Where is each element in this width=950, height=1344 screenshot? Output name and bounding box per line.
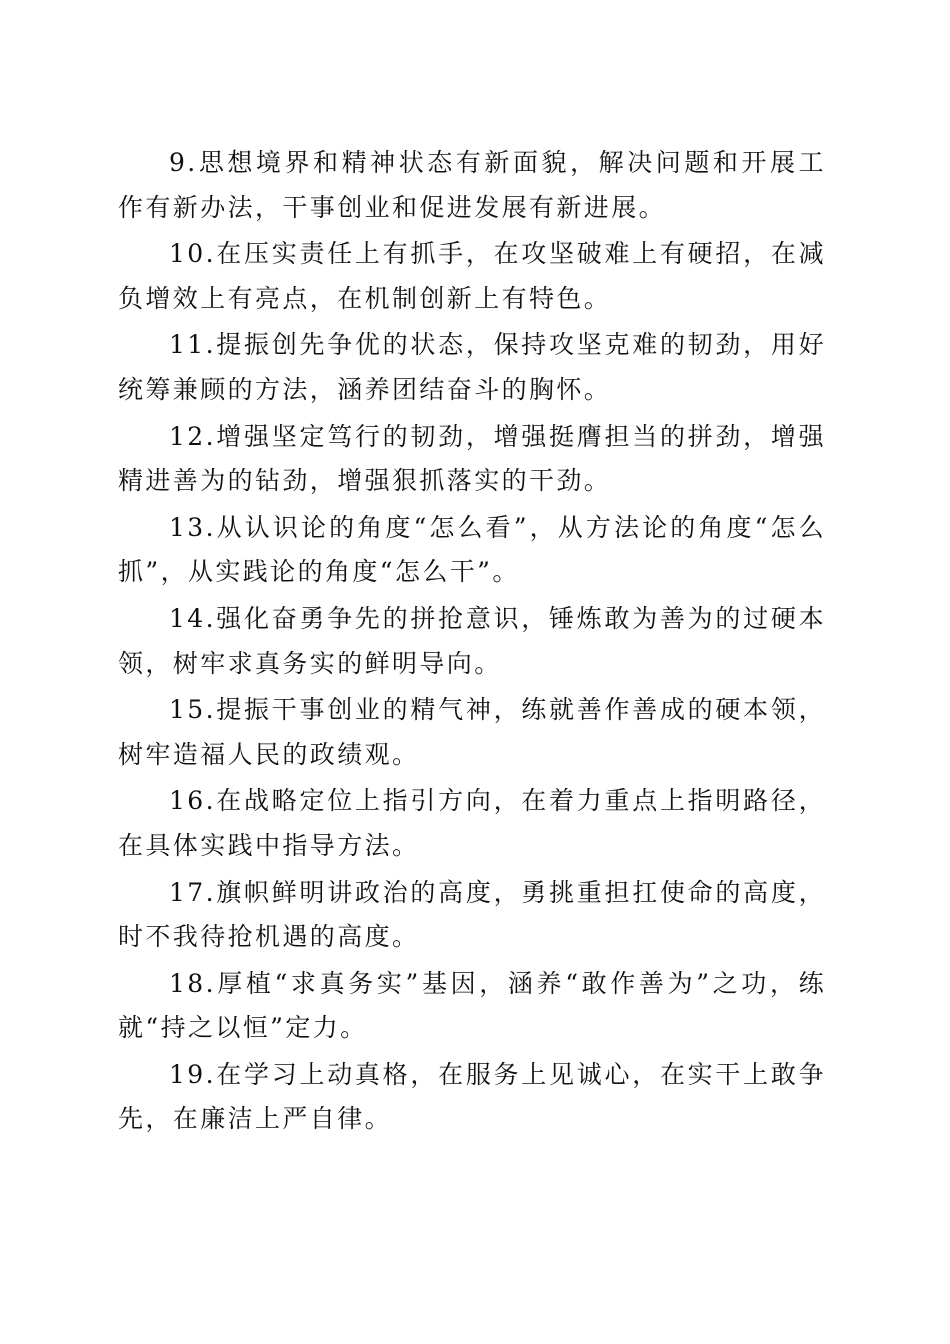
paragraph-18: 18.厚植“求真务实”基因，涵养“敢作善为”之功，练就“持之以恒”定力。 <box>118 968 826 1043</box>
paragraph-13: 13.从认识论的角度“怎么看”，从方法论的角度“怎么抓”，从实践论的角度“怎么干”。 <box>118 512 826 587</box>
paragraph-12: 12.增强坚定笃行的韧劲，增强挺膺担当的拼劲，增强精进善为的钻劲，增强狠抓落实的干劲。 <box>118 421 826 496</box>
paragraph-15: 15.提振干事创业的精气神，练就善作善成的硬本领，树牢造福人民的政绩观。 <box>118 695 826 769</box>
document-body <box>118 141 826 1144</box>
paragraph-16: 16.在战略定位上指引方向，在着力重点上指明路径，在具体实践中指导方法。 <box>118 786 826 860</box>
paragraph-14: 14.强化奋勇争先的拼抢意识，锤炼敢为善为的过硬本领，树牢求真务实的鲜明导向。 <box>118 603 826 678</box>
paragraph-19: 19.在学习上动真格，在服务上见诚心，在实干上敢争先，在廉洁上严自律。 <box>118 1059 826 1134</box>
paragraph-9: 9.思想境界和精神状态有新面貌，解决问题和开展工作有新办法，干事创业和促进发展有新进展。 <box>118 148 826 222</box>
paragraph-11: 11.提振创先争优的状态，保持攻坚克难的韧劲，用好统筹兼顾的方法，涵养团结奋斗的胸怀。 <box>118 330 826 404</box>
paragraph-10: 10.在压实责任上有抓手，在攻坚破难上有硬招，在减负增效上有亮点，在机制创新上有特色。 <box>118 239 826 313</box>
paragraph-17: 17.旗帜鲜明讲政治的高度，勇挑重担扛使命的高度，时不我待抢机遇的高度。 <box>118 877 826 952</box>
